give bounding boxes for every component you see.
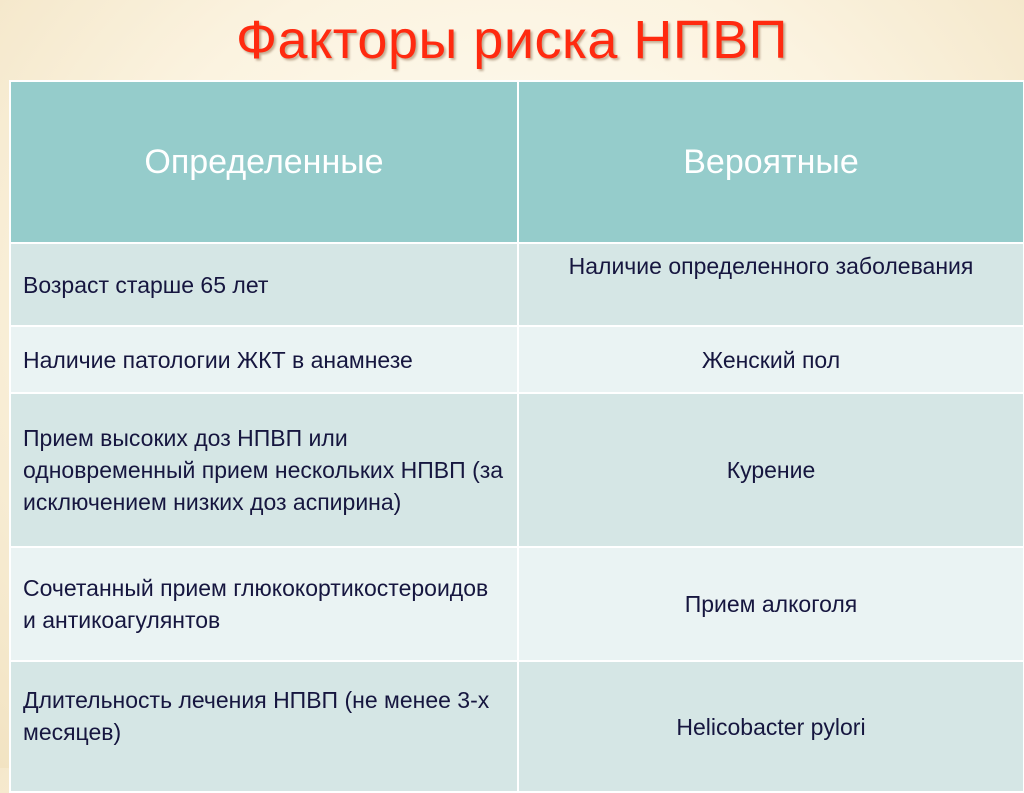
- header-definite: Определенные: [10, 81, 518, 243]
- probable-factor-cell: Прием алкоголя: [518, 547, 1024, 661]
- table-row: [10, 393, 1024, 547]
- definite-factor-cell: Наличие патологии ЖКТ в анамнезе: [10, 326, 518, 393]
- probable-factor-cell: Наличие определенного заболевания: [518, 243, 1024, 326]
- table-row: [10, 547, 1024, 661]
- definite-factor-cell: Сочетанный прием глюкокортикостероидов и антикоагулянтов: [10, 547, 518, 661]
- header-probable: Вероятные: [518, 81, 1024, 243]
- probable-factor-cell: Helicobacter pylori: [518, 661, 1024, 792]
- table-row: [10, 243, 1024, 326]
- definite-factor-cell: Возраст старше 65 лет: [10, 243, 518, 326]
- table-header-row: [10, 81, 1024, 243]
- risk-factors-table: [9, 80, 1024, 793]
- definite-factor-cell: Длительность лечения НПВП (не менее 3-х месяцев): [10, 661, 518, 792]
- slide-title: Факторы риска НПВП: [235, 10, 788, 70]
- table-row: [10, 661, 1024, 792]
- table-row: [10, 326, 1024, 393]
- probable-factor-cell: Женский пол: [518, 326, 1024, 393]
- probable-factor-cell: Курение: [518, 393, 1024, 547]
- definite-factor-cell: Прием высоких доз НПВП или одновременный прием нескольких НПВП (за исключением низких доз аспирина): [10, 393, 518, 547]
